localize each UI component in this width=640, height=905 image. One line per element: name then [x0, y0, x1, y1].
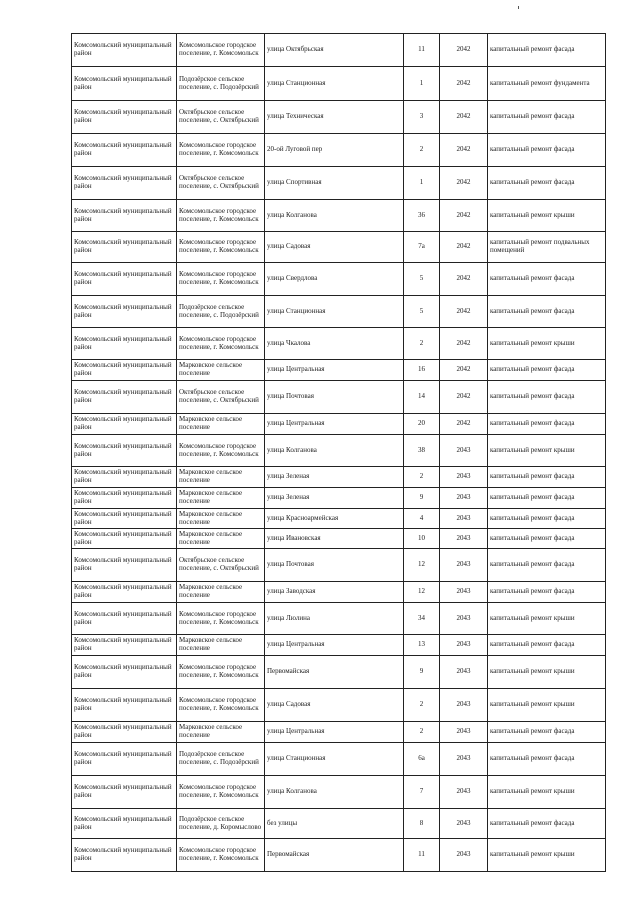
settlement-cell: Марковское сельское поселение: [177, 488, 265, 509]
street-cell: улица Зеленая: [265, 488, 404, 509]
work-type-cell: капитальный ремонт крыши: [488, 656, 606, 689]
district-cell: Комсомольский муниципальный район: [72, 488, 177, 509]
table-row: [72, 635, 606, 656]
district-cell: Комсомольский муниципальный район: [72, 635, 177, 656]
year-cell: 2043: [440, 722, 488, 743]
house-number-cell: 2: [404, 134, 440, 167]
table-row: [72, 296, 606, 328]
settlement-cell: Комсомольское городское поселение, г. Комсомольск: [177, 603, 265, 635]
table-row: [72, 529, 606, 549]
street-cell: улица Чкалова: [265, 328, 404, 360]
settlement-cell: Октябрьское сельское поселение, с. Октябрьский: [177, 167, 265, 200]
table-row: [72, 101, 606, 134]
year-cell: 2042: [440, 381, 488, 414]
street-cell: улица Октябрьская: [265, 34, 404, 67]
table-row: [72, 549, 606, 582]
district-cell: Комсомольский муниципальный район: [72, 328, 177, 360]
district-cell: Комсомольский муниципальный район: [72, 101, 177, 134]
scan-mark: [518, 6, 519, 9]
street-cell: улица Колганова: [265, 200, 404, 232]
district-cell: Комсомольский муниципальный район: [72, 34, 177, 67]
house-number-cell: 7а: [404, 232, 440, 263]
work-type-cell: капитальный ремонт крыши: [488, 200, 606, 232]
work-type-cell: капитальный ремонт фасада: [488, 529, 606, 549]
district-cell: Комсомольский муниципальный район: [72, 689, 177, 722]
settlement-cell: Подозёрское сельское поселение, с. Подозёрский: [177, 296, 265, 328]
table-row: [72, 414, 606, 435]
work-type-cell: капитальный ремонт фасада: [488, 381, 606, 414]
table-row: [72, 435, 606, 467]
year-cell: 2043: [440, 509, 488, 529]
district-cell: Комсомольский муниципальный район: [72, 167, 177, 200]
house-number-cell: 2: [404, 328, 440, 360]
settlement-cell: Комсомольское городское поселение, г. Комсомольск: [177, 689, 265, 722]
year-cell: 2043: [440, 776, 488, 809]
year-cell: 2042: [440, 67, 488, 101]
settlement-cell: Марковское сельское поселение: [177, 509, 265, 529]
settlement-cell: Подозёрское сельское поселение, д. Коромыслово: [177, 809, 265, 839]
table-row: [72, 467, 606, 488]
year-cell: 2043: [440, 689, 488, 722]
work-type-cell: капитальный ремонт подвальных помещений: [488, 232, 606, 263]
table-row: [72, 776, 606, 809]
table-row: [72, 381, 606, 414]
year-cell: 2042: [440, 296, 488, 328]
house-number-cell: 2: [404, 722, 440, 743]
settlement-cell: Марковское сельское поселение: [177, 582, 265, 603]
table-row: [72, 360, 606, 381]
district-cell: Комсомольский муниципальный район: [72, 360, 177, 381]
house-number-cell: 2: [404, 467, 440, 488]
house-number-cell: 12: [404, 582, 440, 603]
district-cell: Комсомольский муниципальный район: [72, 467, 177, 488]
house-number-cell: 7: [404, 776, 440, 809]
district-cell: Комсомольский муниципальный район: [72, 435, 177, 467]
settlement-cell: Марковское сельское поселение: [177, 414, 265, 435]
house-number-cell: 3: [404, 101, 440, 134]
district-cell: Комсомольский муниципальный район: [72, 263, 177, 296]
house-number-cell: 11: [404, 34, 440, 67]
district-cell: Комсомольский муниципальный район: [72, 743, 177, 776]
house-number-cell: 16: [404, 360, 440, 381]
street-cell: улица Садовая: [265, 232, 404, 263]
year-cell: 2043: [440, 582, 488, 603]
year-cell: 2042: [440, 34, 488, 67]
district-cell: Комсомольский муниципальный район: [72, 296, 177, 328]
year-cell: 2042: [440, 414, 488, 435]
work-type-cell: капитальный ремонт фасада: [488, 101, 606, 134]
work-type-cell: капитальный ремонт крыши: [488, 435, 606, 467]
year-cell: 2042: [440, 167, 488, 200]
table-row: [72, 134, 606, 167]
street-cell: Первомайская: [265, 839, 404, 872]
house-number-cell: 1: [404, 167, 440, 200]
settlement-cell: Марковское сельское поселение: [177, 467, 265, 488]
work-type-cell: капитальный ремонт фасада: [488, 296, 606, 328]
settlement-cell: Октябрьское сельское поселение, с. Октябрьский: [177, 549, 265, 582]
work-type-cell: капитальный ремонт крыши: [488, 603, 606, 635]
street-cell: улица Почтовая: [265, 549, 404, 582]
year-cell: 2043: [440, 635, 488, 656]
street-cell: улица Свердлова: [265, 263, 404, 296]
house-number-cell: 6а: [404, 743, 440, 776]
table-row: [72, 809, 606, 839]
work-type-cell: капитальный ремонт фасада: [488, 134, 606, 167]
district-cell: Комсомольский муниципальный район: [72, 414, 177, 435]
year-cell: 2042: [440, 328, 488, 360]
settlement-cell: Подозёрское сельское поселение, с. Подозёрский: [177, 743, 265, 776]
settlement-cell: Комсомольское городское поселение, г. Комсомольск: [177, 200, 265, 232]
work-type-cell: капитальный ремонт фасада: [488, 263, 606, 296]
repair-schedule-table: [71, 33, 606, 872]
table-row: [72, 232, 606, 263]
settlement-cell: Комсомольское городское поселение, г. Комсомольск: [177, 435, 265, 467]
district-cell: Комсомольский муниципальный район: [72, 200, 177, 232]
district-cell: Комсомольский муниципальный район: [72, 549, 177, 582]
year-cell: 2043: [440, 549, 488, 582]
settlement-cell: Подозёрское сельское поселение, с. Подозёрский: [177, 67, 265, 101]
table-row: [72, 34, 606, 67]
house-number-cell: 5: [404, 263, 440, 296]
settlement-cell: Октябрьское сельское поселение, с. Октябрьский: [177, 381, 265, 414]
settlement-cell: Комсомольское городское поселение, г. Комсомольск: [177, 134, 265, 167]
house-number-cell: 13: [404, 635, 440, 656]
year-cell: 2043: [440, 435, 488, 467]
district-cell: Комсомольский муниципальный район: [72, 582, 177, 603]
work-type-cell: капитальный ремонт фасада: [488, 549, 606, 582]
work-type-cell: капитальный ремонт фасада: [488, 582, 606, 603]
work-type-cell: капитальный ремонт фасада: [488, 635, 606, 656]
street-cell: улица Зеленая: [265, 467, 404, 488]
year-cell: 2043: [440, 656, 488, 689]
street-cell: улица Ивановская: [265, 529, 404, 549]
year-cell: 2043: [440, 603, 488, 635]
settlement-cell: Комсомольское городское поселение, г. Комсомольск: [177, 839, 265, 872]
house-number-cell: 20: [404, 414, 440, 435]
street-cell: без улицы: [265, 809, 404, 839]
work-type-cell: капитальный ремонт фасада: [488, 167, 606, 200]
table-row: [72, 743, 606, 776]
house-number-cell: 10: [404, 529, 440, 549]
year-cell: 2043: [440, 529, 488, 549]
settlement-cell: Марковское сельское поселение: [177, 360, 265, 381]
year-cell: 2043: [440, 488, 488, 509]
table-row: [72, 200, 606, 232]
district-cell: Комсомольский муниципальный район: [72, 67, 177, 101]
district-cell: Комсомольский муниципальный район: [72, 839, 177, 872]
house-number-cell: 14: [404, 381, 440, 414]
work-type-cell: капитальный ремонт крыши: [488, 776, 606, 809]
year-cell: 2043: [440, 839, 488, 872]
street-cell: улица Станционная: [265, 296, 404, 328]
street-cell: улица Станционная: [265, 67, 404, 101]
table-row: [72, 488, 606, 509]
year-cell: 2042: [440, 101, 488, 134]
house-number-cell: 8: [404, 809, 440, 839]
work-type-cell: капитальный ремонт крыши: [488, 328, 606, 360]
street-cell: 20-ой Луговой пер: [265, 134, 404, 167]
district-cell: Комсомольский муниципальный район: [72, 656, 177, 689]
district-cell: Комсомольский муниципальный район: [72, 776, 177, 809]
street-cell: улица Спортивная: [265, 167, 404, 200]
district-cell: Комсомольский муниципальный район: [72, 381, 177, 414]
settlement-cell: Комсомольское городское поселение, г. Комсомольск: [177, 328, 265, 360]
street-cell: улица Станционная: [265, 743, 404, 776]
house-number-cell: 1: [404, 67, 440, 101]
table-row: [72, 582, 606, 603]
table-row: [72, 722, 606, 743]
table-row: [72, 263, 606, 296]
year-cell: 2043: [440, 743, 488, 776]
work-type-cell: капитальный ремонт фасада: [488, 360, 606, 381]
street-cell: улица Садовая: [265, 689, 404, 722]
settlement-cell: Марковское сельское поселение: [177, 529, 265, 549]
house-number-cell: 12: [404, 549, 440, 582]
settlement-cell: Марковское сельское поселение: [177, 635, 265, 656]
district-cell: Комсомольский муниципальный район: [72, 603, 177, 635]
work-type-cell: капитальный ремонт фасада: [488, 488, 606, 509]
street-cell: улица Центральная: [265, 360, 404, 381]
table-row: [72, 328, 606, 360]
table-row: [72, 509, 606, 529]
street-cell: улица Красноармейская: [265, 509, 404, 529]
work-type-cell: капитальный ремонт крыши: [488, 689, 606, 722]
year-cell: 2042: [440, 200, 488, 232]
year-cell: 2042: [440, 134, 488, 167]
street-cell: Первомайская: [265, 656, 404, 689]
work-type-cell: капитальный ремонт фасада: [488, 743, 606, 776]
table-row: [72, 67, 606, 101]
settlement-cell: Октябрьское сельское поселение, с. Октябрьский: [177, 101, 265, 134]
year-cell: 2043: [440, 467, 488, 488]
table-row: [72, 839, 606, 872]
work-type-cell: капитальный ремонт фундамента: [488, 67, 606, 101]
street-cell: улица Заводская: [265, 582, 404, 603]
table-row: [72, 167, 606, 200]
street-cell: улица Люлина: [265, 603, 404, 635]
street-cell: улица Техническая: [265, 101, 404, 134]
house-number-cell: 4: [404, 509, 440, 529]
house-number-cell: 9: [404, 656, 440, 689]
street-cell: улица Центральная: [265, 635, 404, 656]
district-cell: Комсомольский муниципальный район: [72, 232, 177, 263]
district-cell: Комсомольский муниципальный район: [72, 809, 177, 839]
house-number-cell: 9: [404, 488, 440, 509]
work-type-cell: капитальный ремонт фасада: [488, 34, 606, 67]
street-cell: улица Центральная: [265, 414, 404, 435]
year-cell: 2042: [440, 263, 488, 296]
year-cell: 2042: [440, 360, 488, 381]
district-cell: Комсомольский муниципальный район: [72, 722, 177, 743]
district-cell: Комсомольский муниципальный район: [72, 529, 177, 549]
house-number-cell: 36: [404, 200, 440, 232]
street-cell: улица Колганова: [265, 776, 404, 809]
table-row: [72, 656, 606, 689]
settlement-cell: Комсомольское городское поселение, г. Комсомольск: [177, 263, 265, 296]
year-cell: 2042: [440, 232, 488, 263]
settlement-cell: Комсомольское городское поселение, г. Комсомольск: [177, 656, 265, 689]
house-number-cell: 2: [404, 689, 440, 722]
table-row: [72, 603, 606, 635]
settlement-cell: Марковское сельское поселение: [177, 722, 265, 743]
district-cell: Комсомольский муниципальный район: [72, 134, 177, 167]
work-type-cell: капитальный ремонт фасада: [488, 809, 606, 839]
settlement-cell: Комсомольское городское поселение, г. Комсомольск: [177, 34, 265, 67]
settlement-cell: Комсомольское городское поселение, г. Комсомольск: [177, 232, 265, 263]
work-type-cell: капитальный ремонт фасада: [488, 467, 606, 488]
house-number-cell: 34: [404, 603, 440, 635]
table-body: [72, 34, 606, 872]
street-cell: улица Центральная: [265, 722, 404, 743]
house-number-cell: 5: [404, 296, 440, 328]
street-cell: улица Почтовая: [265, 381, 404, 414]
work-type-cell: капитальный ремонт фасада: [488, 722, 606, 743]
district-cell: Комсомольский муниципальный район: [72, 509, 177, 529]
work-type-cell: капитальный ремонт фасада: [488, 509, 606, 529]
house-number-cell: 11: [404, 839, 440, 872]
work-type-cell: капитальный ремонт фасада: [488, 414, 606, 435]
settlement-cell: Комсомольское городское поселение, г. Комсомольск: [177, 776, 265, 809]
year-cell: 2043: [440, 809, 488, 839]
street-cell: улица Колганова: [265, 435, 404, 467]
work-type-cell: капитальный ремонт крыши: [488, 839, 606, 872]
table-row: [72, 689, 606, 722]
house-number-cell: 38: [404, 435, 440, 467]
